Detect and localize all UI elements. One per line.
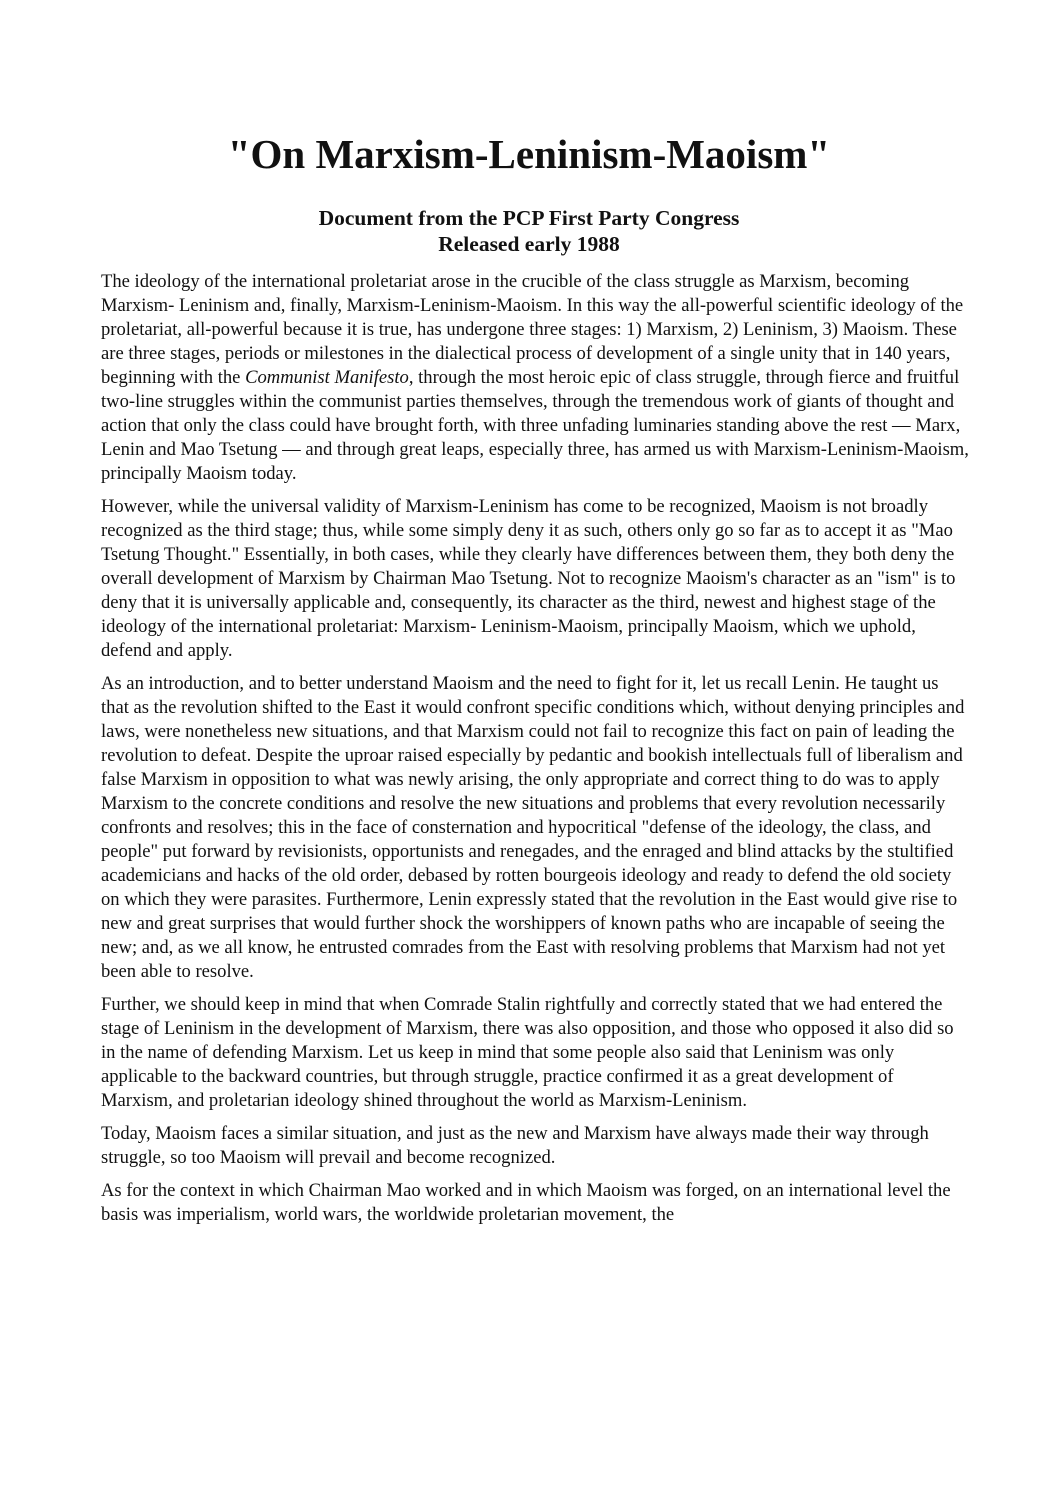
document-body xyxy=(101,270,969,1236)
paragraph-3: As an introduction, and to better understand Maoism and the need to fight for it, let us recall Lenin. He taught us that as the revolution shifted to the East it would confront specific conditions which, without denying principles and laws, were nonetheless new situations, and that Marxism could not fail to recognize this fact on pain of leading the revolution to defeat. Despite the uproar raised especially by pedantic and bookish intellectuals full of liberalism and false Marxism in opposition to what was newly arising, the only appropriate and correct thing to do was to apply Marxism to the concrete conditions and resolve the new situations and problems that every revolution necessarily confronts and resolves; this in the face of consternation and hypocritical "defense of the ideology, the class, and people" put forward by revisionists, opportunists and renegades, and the enraged and blind attacks by the stultified academicians and hacks of the old order, debased by rotten bourgeois ideology and ready to defend the old society on which they were parasites. Furthermore, Lenin expressly stated that the revolution in the East would give rise to new and great surprises that would further shock the worshippers of known paths who are incapable of seeing the new; and, as we all know, he entrusted comrades from the East with resolving problems that Marxism had not yet been able to resolve. xyxy=(101,673,965,982)
document-subtitle xyxy=(0,205,1058,257)
paragraph-1 xyxy=(101,270,969,486)
paragraph-6: As for the context in which Chairman Mao worked and in which Maoism was forged, on an international level the basis was imperialism, world wars, the worldwide proletarian movement, the xyxy=(101,1180,951,1225)
subtitle-source: Document from the PCP First Party Congress xyxy=(318,206,740,230)
italic-title-communist-manifesto: Communist Manifesto xyxy=(245,367,409,388)
paragraph-4: Further, we should keep in mind that when Comrade Stalin rightfully and correctly stated that we had entered the stage of Leninism in the development of Marxism, there was also opposition, and those who opposed it also did so in the name of defending Marxism. Let us keep in mind that some people also said that Leninism was only applicable to the backward countries, but through struggle, practice confirmed it as a great development of Marxism, and proletarian ideology shined throughout the world as Marxism-Leninism. xyxy=(101,994,954,1111)
paragraph-1-part-b: , through the most heroic epic of class struggle, through fierce and fruitful two-line struggles within the communist parties themselves, through the tremendous work of giants of thought and action that only the class could have brought forth, with three unfading luminaries standing above the rest — Marx, Lenin and Mao Tsetung — and through great leaps, especially three, has armed us with Marxism-Leninism-Maoism, principally Maoism today. xyxy=(101,367,969,484)
subtitle-release-date: Released early 1988 xyxy=(438,232,620,256)
document-title: "On Marxism-Leninism-Maoism" xyxy=(227,131,831,177)
paragraph-1-part-a: The ideology of the international proletariat arose in the crucible of the class struggle as Marxism, becoming Marxism- Leninism and, finally, Marxism-Leninism-Maoism. In this way the all-powerful scientific ideology of the proletariat, all-powerful because it is true, has undergone three stages: 1) Marxism, 2) Leninism, 3) Maoism. These are three stages, periods or milestones in the dialectical process of development of a single unity that in 140 years, beginning with the xyxy=(101,271,964,388)
paragraph-5: Today, Maoism faces a similar situation, and just as the new and Marxism have always made their way through struggle, so too Maoism will prevail and become recognized. xyxy=(101,1123,929,1168)
paragraph-2: However, while the universal validity of Marxism-Leninism has come to be recognized, Maoism is not broadly recognized as the third stage; thus, while some simply deny it as such, others only go so far as to accept it as "Mao Tsetung Thought." Essentially, in both cases, while they clearly have differences between them, they both deny the overall development of Marxism by Chairman Mao Tsetung. Not to recognize Maoism's character as an "ism" is to deny that it is universally applicable and, consequently, its character as the third, newest and highest stage of the ideology of the international proletariat: Marxism- Leninism-Maoism, principally Maoism, which we uphold, defend and apply. xyxy=(101,496,956,661)
